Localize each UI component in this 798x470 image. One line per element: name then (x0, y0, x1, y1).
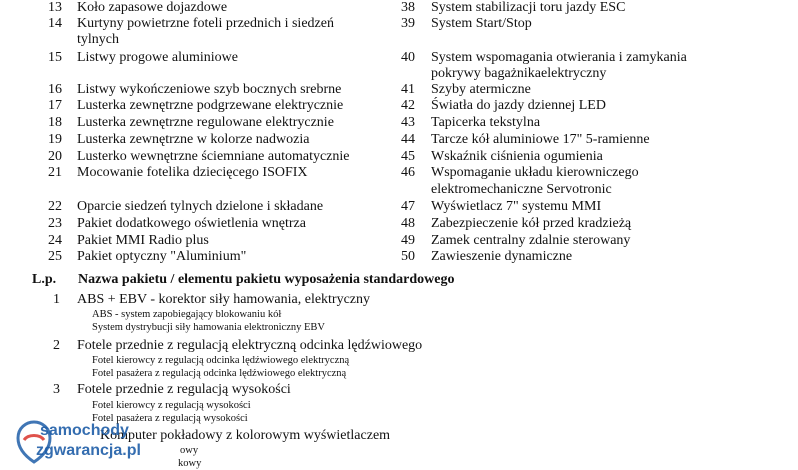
site-watermark-logo (14, 418, 184, 466)
item-text: Kurtyny powietrzne foteli przednich i siedzeń (77, 16, 334, 31)
item-text: Koło zapasowe dojazdowe (77, 0, 228, 15)
item-number: 17 (48, 98, 62, 113)
package-item: Fotel kierowcy z regulacją wysokości (92, 400, 251, 411)
item-text: Mocowanie fotelika dziecięcego ISOFIX (77, 165, 308, 180)
item-text: Listwy progowe aluminiowe (77, 50, 238, 65)
item-text: Lusterka zewnętrzne regulowane elektrycznie (77, 115, 334, 130)
item-number: 44 (401, 132, 415, 147)
item-text: System wspomagania otwierania i zamykania (431, 50, 687, 65)
item-text: Tapicerka tekstylna (431, 115, 541, 130)
item-number: 22 (48, 199, 62, 214)
item-text: Tarcze kół aluminiowe 17" 5-ramienne (431, 132, 650, 147)
package-item: owy (180, 445, 199, 456)
package-name: ABS + EBV - korektor siły hamowania, elektryczny (77, 292, 371, 307)
item-text: Pakiet MMI Radio plus (77, 233, 209, 248)
item-number: 38 (401, 0, 415, 15)
package-item: System dystrybucji siły hamowania elektroniczny EBV (92, 322, 325, 333)
watermark-line1: samochody (40, 422, 129, 439)
watermark-line2: zgwarancja.pl (36, 442, 141, 459)
package-name: Fotele przednie z regulacją elektryczną odcinka lędźwiowego (77, 338, 423, 353)
item-text: Listwy wykończeniowe szyb bocznych srebrne (77, 82, 342, 97)
item-number: 13 (48, 0, 62, 15)
item-text-continuation: tylnych (77, 32, 119, 47)
package-number: 3 (53, 382, 60, 397)
item-text: Zamek centralny zdalnie sterowany (431, 233, 631, 248)
package-item: Fotel pasażera z regulacją wysokości (92, 413, 248, 424)
item-text-continuation: elektromechaniczne Servotronic (431, 182, 612, 197)
package-number: 1 (53, 292, 60, 307)
item-number: 20 (48, 149, 62, 164)
item-text-continuation: pokrywy bagażnikaelektryczny (431, 66, 607, 81)
item-text: Wyświetlacz 7" systemu MMI (431, 199, 602, 214)
item-number: 23 (48, 216, 62, 231)
item-number: 41 (401, 82, 415, 97)
item-number: 47 (401, 199, 415, 214)
item-number: 43 (401, 115, 415, 130)
item-text: Pakiet dodatkowego oświetlenia wnętrza (77, 216, 306, 231)
package-item: Fotel kierowcy z regulacją odcinka lędźwiowego elektryczną (92, 355, 350, 366)
item-number: 39 (401, 16, 415, 31)
item-number: 24 (48, 233, 62, 248)
item-text: System stabilizacji toru jazdy ESC (431, 0, 626, 15)
item-number: 25 (48, 249, 62, 264)
item-number: 21 (48, 165, 62, 180)
item-text: Światła do jazdy dziennej LED (431, 98, 606, 113)
item-number: 14 (48, 16, 62, 31)
item-number: 45 (401, 149, 415, 164)
item-text: System Start/Stop (431, 16, 532, 31)
item-number: 18 (48, 115, 62, 130)
item-number: 50 (401, 249, 415, 264)
item-text: Szyby atermiczne (431, 82, 531, 97)
item-number: 46 (401, 165, 415, 180)
package-name: Komputer pokładowy z kolorowym wyświetlaczem (100, 428, 391, 443)
package-item: ABS - system zapobiegający blokowaniu kół (92, 309, 282, 320)
column-header-lp: L.p. (32, 272, 57, 287)
item-number: 40 (401, 50, 415, 65)
column-header-package-name: Nazwa pakietu / elementu pakietu wyposażenia standardowego (78, 272, 455, 287)
item-text: Lusterka zewnętrzne podgrzewane elektrycznie (77, 98, 344, 113)
item-text: Lusterko wewnętrzne ściemniane automatycznie (77, 149, 350, 164)
item-text: Zawieszenie dynamiczne (431, 249, 573, 264)
item-text: Pakiet optyczny "Aluminium" (77, 249, 247, 264)
item-number: 42 (401, 98, 415, 113)
package-item: Fotel pasażera z regulacją odcinka lędźwiowego elektryczną (92, 368, 347, 379)
item-number: 16 (48, 82, 62, 97)
package-number: 2 (53, 338, 60, 353)
item-number: 49 (401, 233, 415, 248)
item-text: Lusterka zewnętrzne w kolorze nadwozia (77, 132, 310, 147)
package-name: Fotele przednie z regulacją wysokości (77, 382, 291, 397)
item-number: 15 (48, 50, 62, 65)
item-number: 48 (401, 216, 415, 231)
item-text: Wskaźnik ciśnienia ogumienia (431, 149, 603, 164)
item-text: Wspomaganie układu kierowniczego (431, 165, 639, 180)
item-text: Oparcie siedzeń tylnych dzielone i składane (77, 199, 324, 214)
item-number: 19 (48, 132, 62, 147)
item-text: Zabezpieczenie kół przed kradzieżą (431, 216, 632, 231)
package-item: kowy (178, 458, 202, 469)
